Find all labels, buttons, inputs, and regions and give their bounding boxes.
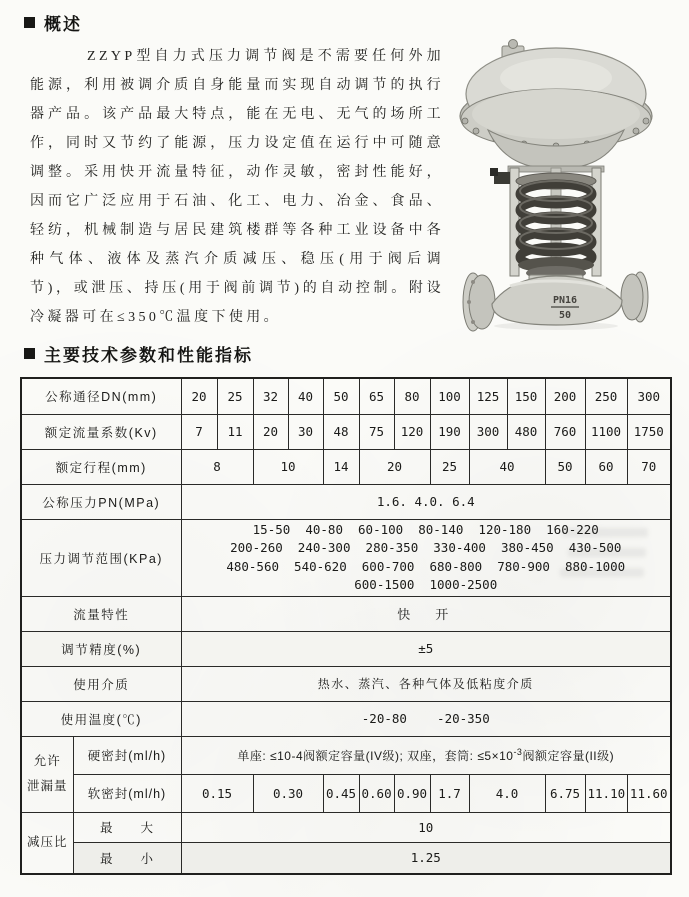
kv-cell: 48 xyxy=(323,414,359,449)
section-bullet-icon xyxy=(24,348,35,359)
kv-cell: 7 xyxy=(181,414,217,449)
dn-cell: 25 xyxy=(217,378,253,414)
soft-seal-cell: 0.60 xyxy=(359,774,394,812)
ratio-group-label: 减压比 xyxy=(21,812,73,874)
kv-cell: 11 xyxy=(217,414,253,449)
stroke-cell: 20 xyxy=(359,449,430,484)
valve-photo xyxy=(450,16,664,332)
soft-seal-cell: 0.30 xyxy=(253,774,323,812)
specs-section-heading xyxy=(24,341,253,366)
stroke-cell: 40 xyxy=(469,449,545,484)
kv-cell: 300 xyxy=(469,414,507,449)
specs-title: 主要技术参数和性能指标 xyxy=(44,346,253,365)
kv-cell: 480 xyxy=(507,414,545,449)
dn-cell: 300 xyxy=(627,378,671,414)
body-mark-dn: 50 xyxy=(558,310,572,321)
dn-cell: 125 xyxy=(469,378,507,414)
stroke-cell: 70 xyxy=(627,449,671,484)
leakage-group-line1: 允许 xyxy=(33,754,61,768)
dn-cell: 100 xyxy=(430,378,469,414)
soft-seal-cell: 1.7 xyxy=(430,774,469,812)
kv-cell: 75 xyxy=(359,414,394,449)
kv-cell: 30 xyxy=(288,414,323,449)
dn-cell: 50 xyxy=(323,378,359,414)
range-line: 480-560 540-620 600-700 680-800 780-900 880-1000 xyxy=(226,558,626,574)
spring xyxy=(516,168,596,273)
pn-value: 1.6. 4.0. 6.4 xyxy=(181,484,671,519)
stroke-cell: 25 xyxy=(430,449,469,484)
row-label: 流量特性 xyxy=(21,596,181,631)
row-label: 公称压力PN(MPa) xyxy=(21,484,181,519)
medium-value: 热水、蒸汽、各种气体及低粘度介质 xyxy=(181,666,671,701)
valve-body xyxy=(463,272,648,331)
soft-seal-cell: 0.15 xyxy=(181,774,253,812)
dn-cell: 20 xyxy=(181,378,217,414)
dn-cell: 250 xyxy=(585,378,627,414)
row-label: 使用温度(℃) xyxy=(21,701,181,736)
kv-cell: 190 xyxy=(430,414,469,449)
dn-cell: 40 xyxy=(288,378,323,414)
table-row-ratio-min xyxy=(21,842,671,874)
ratio-max-value: 10 xyxy=(181,812,671,842)
kv-cell: 120 xyxy=(394,414,430,449)
stroke-cell: 50 xyxy=(545,449,585,484)
kv-cell: 1750 xyxy=(627,414,671,449)
table-row-range xyxy=(21,519,671,596)
section-bullet-icon xyxy=(24,17,35,28)
dn-cell: 200 xyxy=(545,378,585,414)
dn-cell: 32 xyxy=(253,378,288,414)
table-row-dn xyxy=(21,378,671,414)
leakage-group-label xyxy=(21,736,73,812)
valve-illustration xyxy=(450,16,664,332)
hard-seal-label: 硬密封(ml/h) xyxy=(73,736,181,774)
soft-seal-cell: 11.10 xyxy=(585,774,627,812)
soft-seal-cell: 4.0 xyxy=(469,774,545,812)
table-row-accuracy xyxy=(21,631,671,666)
range-value xyxy=(181,519,671,596)
row-label: 额定流量系数(Kv) xyxy=(21,414,181,449)
soft-seal-label: 软密封(ml/h) xyxy=(73,774,181,812)
overview-title: 概述 xyxy=(44,15,82,34)
specs-table xyxy=(20,377,672,875)
table-row-leak-hard xyxy=(21,736,671,774)
hard-seal-exponent: -3 xyxy=(513,746,523,757)
kv-cell: 20 xyxy=(253,414,288,449)
accuracy-value: ±5 xyxy=(181,631,671,666)
dn-cell: 80 xyxy=(394,378,430,414)
body-mark-pn: PN16 xyxy=(552,295,578,306)
hard-seal-text: 单座: ≤10-4阀额定容量(IV级); 双座，套筒: ≤5×10 xyxy=(237,748,514,763)
stroke-cell: 60 xyxy=(585,449,627,484)
ratio-max-label: 最 大 xyxy=(73,812,181,842)
stroke-cell: 14 xyxy=(323,449,359,484)
dn-cell: 65 xyxy=(359,378,394,414)
row-label: 调节精度(%) xyxy=(21,631,181,666)
dn-cell: 150 xyxy=(507,378,545,414)
overview-paragraph: ZZYP型自力式压力调节阀是不需要任何外加能源，利用被调介质自身能量而实现自动调节的执行器产品。该产品最大特点，能在无电、无气的场所工作，同时又节约了能源，压力设定值在运行中可随意调整。采用快开流量特征，动作灵敏，密封性能好，因而它广泛应用于石油、化工、电力、冶金、食品、轻纺，机械制造与居民建筑楼群等各种工业设备中各种气体、液体及蒸汽介质减压、稳压(用于阀后调节)，或泄压、持压(用于阀前调节)的自动控制。附设冷凝器可在≤350℃温度下使用。 xyxy=(30,49,444,325)
range-line: 600-1500 1000-2500 xyxy=(354,577,498,592)
kv-cell: 760 xyxy=(545,414,585,449)
soft-seal-cell: 6.75 xyxy=(545,774,585,812)
table-row-ratio-max xyxy=(21,812,671,842)
row-label: 压力调节范围(KPa) xyxy=(21,519,181,596)
stroke-cell: 8 xyxy=(181,449,253,484)
table-row-pn xyxy=(21,484,671,519)
flow-value: 快 开 xyxy=(181,596,671,631)
range-line: 200-260 240-300 280-350 330-400 380-450 430-500 xyxy=(230,540,622,555)
actuator-dome xyxy=(460,48,652,169)
row-label: 公称通径DN(mm) xyxy=(21,378,181,414)
temp-value: -20-80 -20-350 xyxy=(181,701,671,736)
soft-seal-cell: 0.90 xyxy=(394,774,430,812)
table-row-flow xyxy=(21,596,671,631)
row-label: 额定行程(mm) xyxy=(21,449,181,484)
range-line: 15-50 40-80 60-100 80-140 120-180 160-220 xyxy=(252,521,599,537)
table-row-stroke xyxy=(21,449,671,484)
ratio-min-value: 1.25 xyxy=(181,842,671,874)
table-row-medium xyxy=(21,666,671,701)
soft-seal-cell: 0.45 xyxy=(323,774,359,812)
leakage-group-line2: 泄漏量 xyxy=(26,779,68,793)
ratio-min-label: 最 小 xyxy=(73,842,181,874)
hard-seal-text: 阀额定容量(II级) xyxy=(522,748,615,763)
row-label: 使用介质 xyxy=(21,666,181,701)
hard-seal-value xyxy=(181,736,671,774)
overview-section-heading xyxy=(24,10,82,35)
table-row-temp xyxy=(21,701,671,736)
stroke-cell: 10 xyxy=(253,449,323,484)
table-row-kv xyxy=(21,414,671,449)
soft-seal-cell: 11.60 xyxy=(627,774,671,812)
table-row-leak-soft xyxy=(21,774,671,812)
kv-cell: 1100 xyxy=(585,414,627,449)
